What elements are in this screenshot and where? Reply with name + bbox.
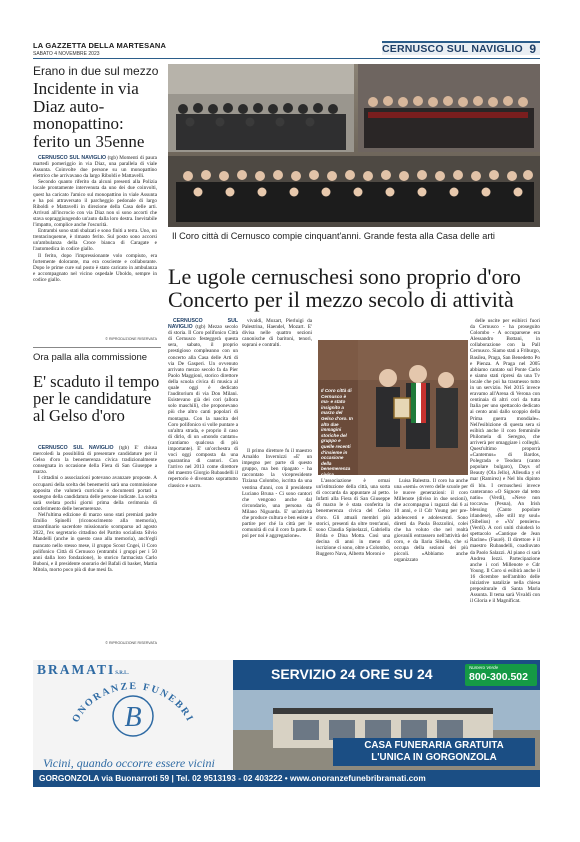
article3-col6: delle uscite per esibirci fuori da Cernusco - ha proseguito Colombo - A occuparsene era Alessandro Bottani, in collaborazione con la Pall Cernusco. Siamo stati a Friburgo, Basilea, Praga, San Benedetto Po e Pienza. A Praga nel 2005 abbiamo cantato sul Ponte Carlo e siamo stati ripresi da una Tv locale che poi ha trasmesso tutto in un servizio. Nel 2015 invece eravamo all'Arena di Verona con centinaia di altri cori da tutta Italia per uno spettacolo dedicato ai cento anni dallo scoppio della Prima guerra mondiale». Nell'esibizione di questa sera si esibirà anche il coro femminile Philomela di Seregno, che arriverà per omaggiare i colleghi. Quest'ultimo proporrà «Cantemus» di Bardos, Polegrada e Teodora (canto popolare bulgaro), Days of Beauty (Ola Jello), Alleudia y el mar (Ramirez) e Nel blu dipinto di blu. I cernuschesi invece canteranno «O Signore dal tetto natio» (Verdi), «Neve non toccava» (Pesna), An Irish blessing (Canto popolare irlandese), «Be still my soul» (Sibelius) e «Va' pensiero» (Verdi). A cori uniti chiuderà lo spettacolo «Cantique de Jean Racine» (Fauré). Il direttore è il maestro Rubaudelli, coadiuvato da Paolo Salazzi. Al piano ci sarà Andrea Iezzi. Partecipazione anche i cori Millenote e Cdr Young. Il Coro si esibirà anche il 16 dicembre nell'ambito delle iniziative natalizie nella chiesa prepositurale di Santa Maria Assunta. Il tema sarà Vivaldi con il Gloria e il Magnificat. <box>470 318 540 605</box>
ad-headline-1: CASA FUNERARIA GRATUITA <box>364 740 504 751</box>
masthead <box>33 41 166 57</box>
ad-monogram: B <box>124 702 142 733</box>
ad-arc-text: ONORANZE FUNEBRI <box>70 680 196 725</box>
ad-service: SERVIZIO 24 ORE SU 24 <box>271 666 433 682</box>
article2-kicker: Ora palla alla commissione <box>33 352 148 363</box>
funeral-ad[interactable] <box>33 660 540 787</box>
award-photo-caption: Il Coro città di Cernusco è ma- e stato insignito a marzo del Gelso d'oro. In alto due immagini storiche del gruppo e quelle recenti d'insieme in occasione della benemerenza civica <box>321 388 353 477</box>
green-number-button[interactable] <box>465 664 537 686</box>
article3-col3: Il primo direttore fu il maestro Arnaldo Invernizzi «E' un impegno per parte di questo gruppo, ma ben ripagato - ha raccontato la vicepresidente Tiziana Colombo, iscritta da una ventina d'anni, con il presidente Luciano Bruna - Ci sono cantori che vengono anche dal circondario, una persona da Milano Niguarda. E' un'attività che produce cultura e ben esiste a partire per ché la città per le comunità di cui il coro fa parte. E poi per noi è aggregazione». <box>242 448 312 540</box>
ad-headline-2: L'UNICA IN GORGONZOLA <box>371 752 497 763</box>
article3-headline: Le ugole cernuschesi sono proprio d'oro Concerto per il mezzo secolo di attività <box>168 264 521 312</box>
ad-headline-box <box>333 738 535 766</box>
paper-name: LA GAZZETTA DELLA MARTESANA <box>33 41 167 50</box>
article1-p1: CERNUSCO SUL NAVIGLIO (tgb) Momenti di paura martedì pomeriggio in via Diaz, una parallela di viale Assunta. Coinvolte due persone su un monopattino elettrico che arrivavano da largo Riboldi e Mattavelli. <box>33 155 157 180</box>
divider <box>33 58 540 59</box>
article2-body <box>33 445 157 573</box>
article3-col1: CERNUSCO SUL NAVIGLIO (tgb) Mezzo secolo di storia. Il Coro polifonico Città di Cernusco festeggerà questa sera, sabato, il proprio prestigioso compleanno con un concerto alla Casa delle Arti di via De Gasperi. Un ovvenuto arrivato mezzo secolo fa da Pier Paolo Maggioni, storico direttore della scuola civica di musica al quale oggi è dedicato l'auditorium di via Don Milani. Esistevano già dei cori (allora solo maschili), che proponevano più che altro canti popolari di montagna. Con la nascita del Coro polifonico si volle puntare a un'altra strada, e proprio il caso di dirlo, di un «mondo cantato» (cantiamo qualcosa di più importante). E' un'orchestra di voci oggi composta da una quarantina di cantori. Con l'arrivo nel 2013 come direttore del maestro Giorgio Rubaudelli il repertorio è diventato soprattutto classico e sacro. <box>168 318 239 489</box>
ad-brand: BRAMATIS.R.L. <box>37 662 129 677</box>
green-number: 800-300.502 <box>469 671 528 683</box>
article3-col5: Luisa Balestra. Il coro ha anche una «semi» ovvero delle scuole per le nuove generazioni: il coro Millenote (diviso in due sezioni), che accompagna i ragazzi dai 6 ai 10 anni, e il Cdr Young per pre-adolescenti e adolescenti. Sono diretti da Paola Bozzolini, colei che ha voluto che nel realtà giovanili entrassero nell'attività del coro, e da Ilaria Sibella, che si occupa della sezioni dei più piccoli. «Abbiamo anche organizzato <box>394 478 468 564</box>
article1-p2: Secondo quanto riferito da alcuni presenti alla Polizia locale prontamente intervenuta da uno dei due coinvolti, quest ha caricato l'amico sul monopattino in viale Assunta e ha poi attraversato il parcheggio pedonale di largo Riboldi e Mattavelli in direzione della Casa delle arti. Arrivati all'incrocio con via Diaz non si sono accorti che stava sopraggiungendo un'auto dalla loro destra. Inevitabile l'impatto, complice anche l'oscurità. <box>33 179 157 229</box>
article1-p3: Entrambi sono stati sbalzati e sono finiti a terra. Uno, un trentacinquenne, è rimasto ferito. Sul posto sono accorsi un'ambulanza della Croce bianca di Caragate e l'automedica in codice giallo. <box>33 228 157 253</box>
green-number-label: Numero Verde <box>469 665 499 670</box>
article1-p4: Il ferito, dopo l'impressionante volo compiuto, era fortemente dolorante, ma era cosciente e collaborante. Dopo le prime cure sul posto è stato caricato in ambulanza e accompagnato nel vicino ospedale Uboldo, sempre in codice giallo. <box>33 252 157 283</box>
article2-headline: E' scaduto il tempo per le candidature al Gelso d'oro <box>33 372 160 425</box>
article1-headline: Incidente in via Diaz auto-monopattino: ferito un 35enne <box>33 79 145 151</box>
ad-footer <box>33 770 540 787</box>
article3-col4: L'associazione è ormai un'istituzione della città, una sorta di coccarda da appuntare al petto. Infatti alla Fiera di San Giuseppe di marzo le è stata conferita la benemerenza civica del Gelso d'oro. Gli attuali membri più storici, presenti da oltre trent'anni, sono Claudia Spinelazzi, Gabriella Brida e Dina Motta. Così una decina di anni in meno di iscrizione ci sono, oltre a Colombo, Ruggero Nava, Alberto Moroni e <box>316 478 390 558</box>
ad-contact-line[interactable]: GORGONZOLA via Buonarroti 59 | Tel. 02 9513193 - 02 403222 • www.onoranzefunebribramati.com <box>39 773 426 783</box>
issue-date: SABATO 4 NOVEMBRE 2023 <box>33 51 100 57</box>
photo-caption: Il Coro città di Cernusco compie cinquant'anni. Grande festa alla Casa delle arti <box>172 231 495 241</box>
article1-location: CERNUSCO SUL NAVIGLIO <box>38 155 107 161</box>
divider <box>33 347 161 348</box>
article2-p1: CERNUSCO SUL NAVIGLIO (tgb) E' chiusa mercoledì la possibilità di presentare candidature per il Gelso d'oro la benemerenza civica tradizionalmente consegnata in occasione della Fiera di San Giuseppe a marzo. <box>33 445 157 476</box>
article2-p3: Nell'ultima edizione di marzo sono stati premiati padre Emilio Spinelli (riconoscimento alla memoria), straordinario sacerdote missionario scomparso ad agosto 2022, l'ex segretario cittadino del Partito socialista Silvio Mandelli (anche in questo caso alla memoria), anch'egli mancato nello stesso mese, il gruppo Scout Cngei, il Coro polifonico Città di Cernusco (entrambi i gruppi per i 50 anni dalla loro fondazione), lo storico farmacista Carlo Buboni, e il presidente onorario del Bafali di basket, Mattia Mitola, morto poco più di due mesi fa. <box>33 512 157 573</box>
copyright-note: © RIPRODUZIONE RISERVATA <box>105 337 157 341</box>
ad-service-bar <box>233 660 540 690</box>
photo-caption-bar <box>168 230 540 244</box>
article1-kicker: Erano in due sul mezzo <box>33 64 159 78</box>
ad-brand-panel <box>33 660 233 770</box>
section-title: CERNUSCO SUL NAVIGLIO <box>382 43 523 55</box>
ad-slogan: Vicini, quando occorre essere vicini <box>43 756 215 770</box>
article3-location: CERNUSCO SUL NAVIGLIO <box>168 318 238 331</box>
article1-body <box>33 155 157 283</box>
article2-p2: I cittadini o associazioni potevano avanzare proposte. A occuparsi della scelta dei benemeriti sarà una commissione apposita che valuterà curricula e documenti portati a sostegno della candidatura delle persone indicate. La scelta sarà svelata pochi giorni prima della cerimonia di conferimento delle benemerenze. <box>33 475 157 512</box>
article2-location: CERNUSCO SUL NAVIGLIO <box>38 445 114 451</box>
copyright-note: © RIPRODUZIONE RISERVATA <box>105 641 157 645</box>
choir-photo <box>168 64 540 227</box>
page-number: 9 <box>529 42 536 56</box>
article3-col2: vivaldi, Mozart, Pierluigi da Palestrina, Haendel, Mozart. E' divisa nelle quattro sezioni canonische di baritoni, tenori, soprani e contralti. <box>242 318 312 349</box>
section-header <box>382 41 540 55</box>
